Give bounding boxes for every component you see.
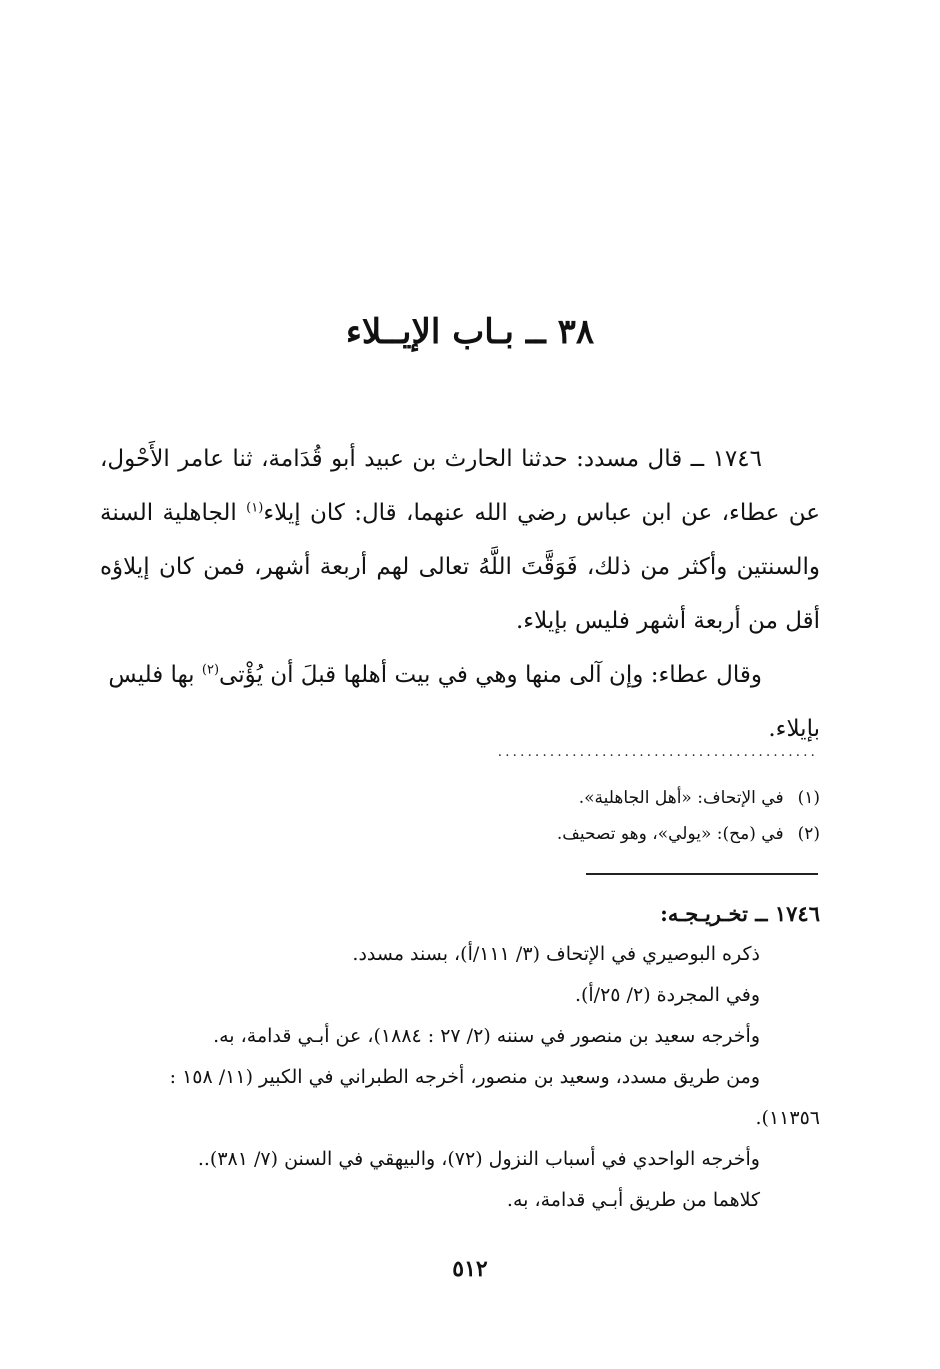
footnote-number: (١) bbox=[797, 788, 820, 808]
footnote-text: في الإتحاف: «أهل الجاهلية». bbox=[578, 788, 784, 808]
footnote-ref-2[interactable]: (٢) bbox=[201, 662, 220, 678]
takhrij-line: ١١٣٥٦). bbox=[755, 1107, 820, 1129]
takhrij-line: ذكره البوصيري في الإتحاف (٣/ ١١١/أ)، بسند مسدد. bbox=[352, 943, 760, 965]
hadith-paragraph-2 bbox=[100, 648, 820, 756]
footnote-item bbox=[300, 816, 820, 852]
hadith-paragraph-2-text-b: بها فليس بإيلاء. bbox=[108, 662, 820, 742]
takhrij-section bbox=[110, 893, 820, 1221]
section-divider bbox=[586, 873, 818, 875]
takhrij-line: وأخرجه سعيد بن منصور في سننه (٢/ ٢٧ : ١٨٨٤)، عن أبـي قدامة، به. bbox=[213, 1025, 760, 1047]
footnote-ref-1[interactable]: (١) bbox=[246, 500, 264, 516]
footnotes bbox=[300, 780, 820, 852]
hadith-text bbox=[100, 432, 820, 756]
takhrij-line: كلاهما من طريق أبـي قدامة، به. bbox=[506, 1189, 760, 1211]
takhrij-line: وأخرجه الواحدي في أسباب النزول (٧٢)، والبيهقي في السنن (٧/ ٣٨١).. bbox=[197, 1148, 760, 1170]
page-number: ٥١٢ bbox=[452, 1256, 488, 1282]
footnote-text: في (مح): «يولي»، وهو تصحيف. bbox=[556, 824, 784, 844]
takhrij-line: ومن طريق مسدد، وسعيد بن منصور، أخرجه الطبراني في الكبير (١١/ ١٥٨ : bbox=[169, 1066, 760, 1088]
hadith-paragraph-1-text-b: الجاهلية السنة والسنتين وأكثر من ذلك، فَوَقَّتَ اللَّهُ تعالى لهم أربعة أشهر، فمن كان إيلاؤه أقل من أربعة أشهر فليس بإيلاء. bbox=[100, 500, 820, 634]
hadith-number: ١٧٤٦ bbox=[712, 446, 762, 472]
takhrij-line: وفي المجردة (٢/ ٢٥/أ). bbox=[574, 984, 760, 1006]
hadith-separator: ــ bbox=[682, 446, 713, 472]
footnote-number: (٢) bbox=[797, 824, 820, 844]
hadith-paragraph-2-text-a: وقال عطاء: وإن آلى منها وهي في بيت أهلها قبلَ أن يُؤْتى bbox=[219, 662, 762, 688]
footnote-item bbox=[300, 780, 820, 816]
footnote-separator-dots: ........................................... bbox=[497, 744, 818, 760]
hadith-paragraph-1 bbox=[100, 432, 820, 648]
takhrij-heading: ١٧٤٦ ــ تخـريـجـه: bbox=[660, 901, 820, 926]
hadith-paragraph-1-text-a: قال مسدد: حدثنا الحارث بن عبيد أبو قُدَامة، ثنا عامر الأَحْول، عن عطاء، عن ابن عباس رضي الله عنهما، قال: كان إيلاء bbox=[100, 446, 820, 526]
chapter-title: ٣٨ ــ بـاب الإيــلاء bbox=[345, 312, 595, 352]
